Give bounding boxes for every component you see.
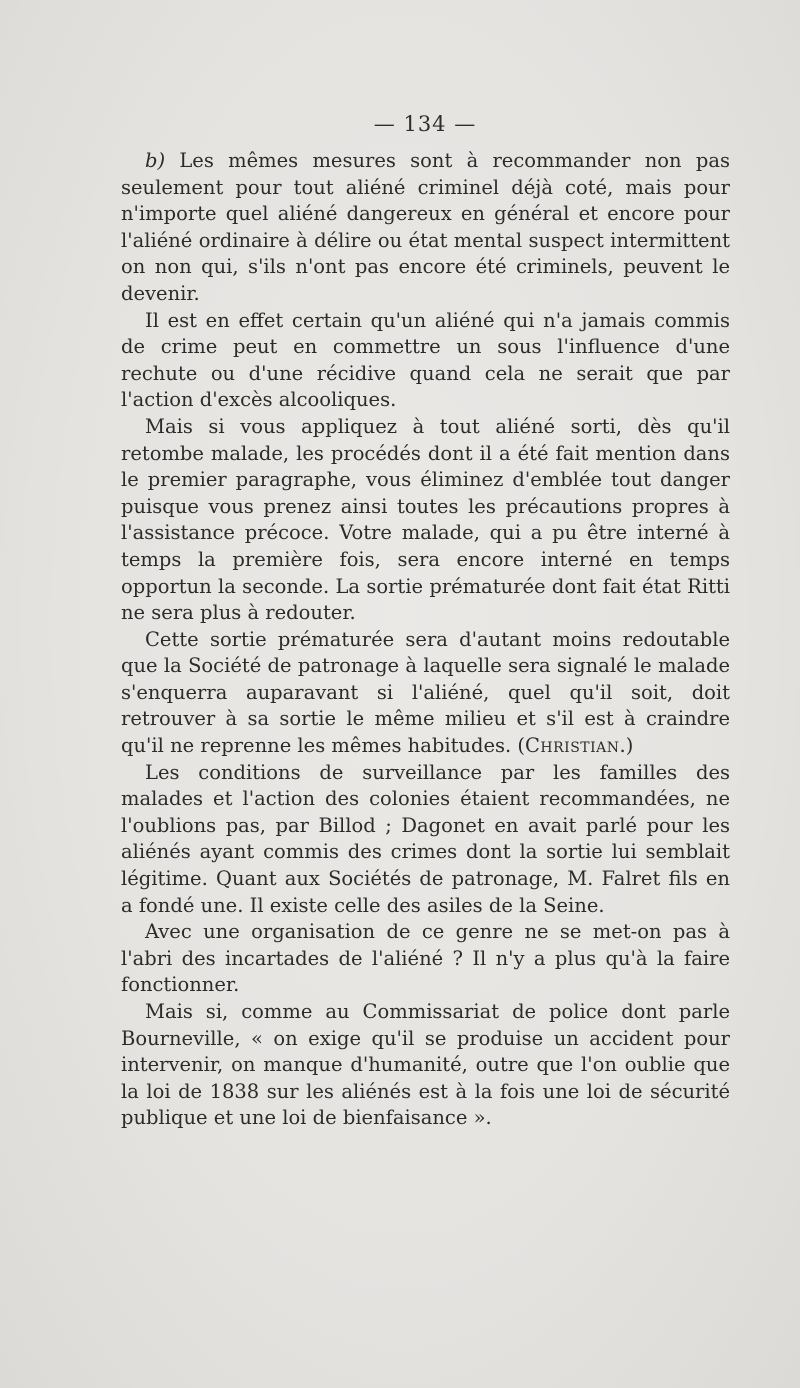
page-number: — 134 — [373,112,477,136]
paragraph-text: Les mêmes mesures sont à recommander non pas seulement pour tout aliéné criminel déjà coté, mais pour n'importe quel aliéné dangereux en général et encore pour l'aliéné ordinaire à délire ou état mental suspect intermittent on non qui, s'ils n'ont pas encore été criminels, peuvent le devenir. [121,149,730,305]
paragraph-7: Mais si, comme au Commissariat de police dont parle Bourneville, « on exige qu'il se produise un accident pour intervenir, on manque d'humanité, outre que l'on oublie que la loi de 1838 sur les aliénés est à la fois une loi de sécurité publique et une loi de bienfaisance ». [121,1000,730,1130]
paragraph-5: Les conditions de surveillance par les familles des malades et l'action des colonies étaient recommandées, ne l'oublions pas, par Billod ; Dagonet en avait parlé pour les aliénés ayant commis des crimes dont la sortie lui semblait légitime. Quant aux Sociétés de patronage, M. Falret fils en a fondé une. Il existe celle des asiles de la Seine. [121,760,730,917]
paragraph-label: b) [145,149,166,172]
citation-close: .) [619,734,634,758]
paragraph-1 [121,148,730,308]
paragraph-2: Il est en effet certain qu'un aliéné qui n'a jamais commis de crime peut en commettre un sous l'influence d'une rechute ou d'une récidive quand cela ne serait que par l'action d'excès alcooliques. [121,308,730,412]
body-text [121,148,730,1132]
paragraph-text: Cette sortie prématurée sera d'autant moins redoutable que la Société de patronage à laquelle sera signalé le malade s'enquerra auparavant si l'aliéné, quel qu'il soit, doit retrouver à sa sortie le même milieu et s'il est à craindre qu'il ne reprenne les mêmes habitudes. ( [121,627,730,758]
paragraph-3: Mais si vous appliquez à tout aliéné sorti, dès qu'il retombe malade, les procédés dont il a été fait mention dans le premier paragraphe, vous éliminez d'emblée tout danger puisque vous prenez ainsi toutes les précautions propres à l'assistance précoce. Votre malade, qui a pu être interné à temps la première fois, sera encore interné en temps opportun la seconde. La sortie prématurée dont fait état Ritti ne sera plus à redouter. [121,414,730,625]
author-citation: Christian [525,734,620,758]
paragraph-4 [121,627,730,760]
paragraph-6: Avec une organisation de ce genre ne se met-on pas à l'abri des incartades de l'aliéné ? Il n'y a plus qu'à la faire fonctionner. [121,920,730,997]
